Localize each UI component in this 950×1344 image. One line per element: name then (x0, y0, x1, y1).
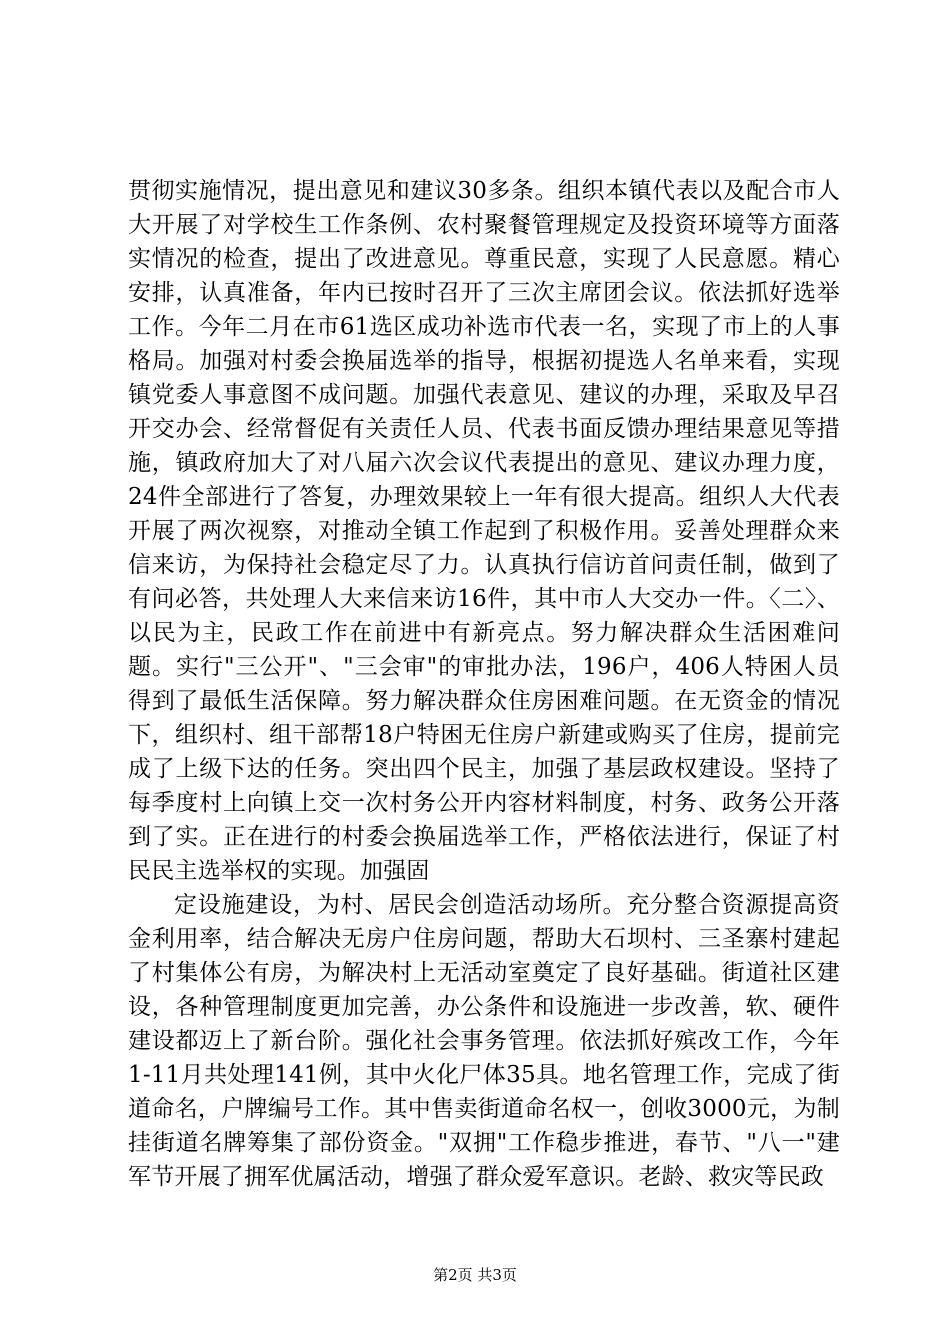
document-body (128, 174, 840, 1194)
paragraph-2: 定设施建设，为村、居民会创造活动场所。充分整合资源提高资金利用率，结合解决无房户住房问题，帮助大石坝村、三圣寨村建起了村集体公有房，为解决村上无活动室奠定了良好基础。街道社区建设，各种管理制度更加完善，办公条件和设施进一步改善，软、硬件建设都迈上了新台阶。强化社会事务管理。依法抓好殡改工作，今年1-11月共处理141例，其中火化尸体35具。地名管理工作，完成了街道命名，户牌编号工作。其中售卖街道命名权一，创收3000元，为制挂街道名牌筹集了部份资金。"双拥"工作稳步推进，春节、"八一"建军节开展了拥军优属活动，增强了群众爱军意识。老龄、救灾等民政 (128, 892, 840, 1190)
paragraph-1: 贯彻实施情况，提出意见和建议30多条。组织本镇代表以及配合市人大开展了对学校生工作条例、农村聚餐管理规定及投资环境等方面落实情况的检查，提出了改进意见。尊重民意，实现了人民意愿。精心安排，认真准备，年内已按时召开了三次主席团会议。依法抓好选举工作。今年二月在市61选区成功补选市代表一名，实现了市上的人事格局。加强对村委会换届选举的指导，根据初提选人名单来看，实现镇党委人事意图不成问题。加强代表意见、建议的办理，采取及早召开交办会、经常督促有关责任人员、代表书面反馈办理结果意见等措施，镇政府加大了对八届六次会议代表提出的意见、建议办理力度，24件全部进行了答复，办理效果较上一年有很大提高。组织人大代表开展了两次视察，对推动全镇工作起到了积极作用。妥善处理群众来信来访，为保持社会稳定尽了力。认真执行信访首问责任制，做到了有问必答，共处理人大来信来访16件，其中市人大交办一件。〈二〉、以民为主，民政工作在前进中有新亮点。努力解决群众生活困难问题。实行"三公开"、"三会审"的审批办法，196户，406人特困人员得到了最低生活保障。努力解决群众住房困难问题。在无资金的情况下，组织村、组干部帮18户特困无住房户新建或购买了住房，提前完成了上级下达的任务。突出四个民主，加强了基层政权建设。坚持了每季度村上向镇上交一次村务公开内容材料制度，村务、政务公开落到了实。正在进行的村委会换届选举工作，严格依法进行，保证了村民民主选举权的实现。加强固 (128, 178, 840, 884)
page-number: 第2页 共3页 (433, 1266, 517, 1284)
